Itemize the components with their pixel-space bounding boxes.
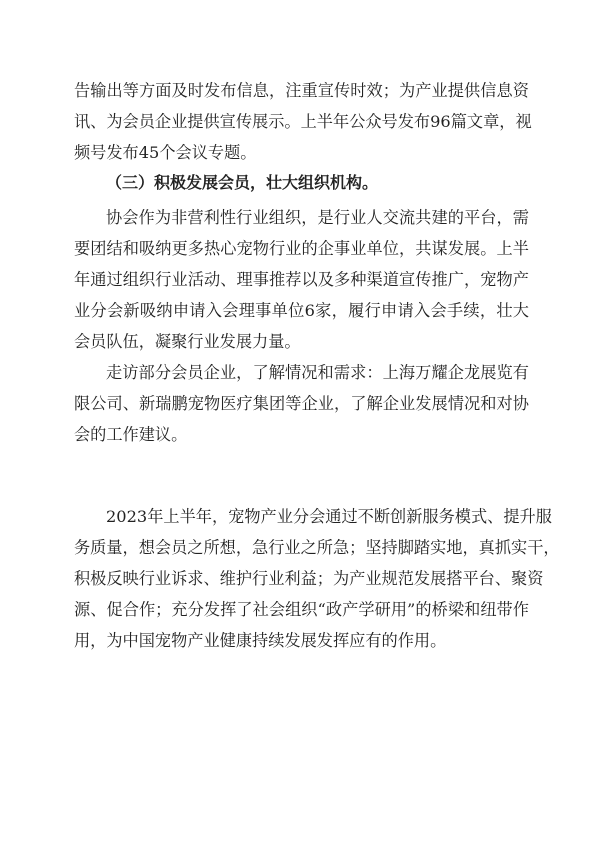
- text-line: 协会作为非营利性行业组织，是行业人交流共建的平台，需: [106, 208, 529, 227]
- text-line: 频号发布45个会议专题。: [74, 143, 257, 162]
- text-line: 告输出等方面及时发布信息，注重宣传时效；为产业提供信息资: [74, 81, 529, 100]
- text-line: 走访部分会员企业，了解情况和需求：上海万耀企龙展览有: [106, 363, 529, 382]
- text-line: 用，为中国宠物产业健康持续发展发挥应有的作用。: [74, 631, 447, 650]
- text-line: 2023年上半年，宠物产业分会通过不断创新服务模式、提升服: [106, 507, 552, 526]
- text-line: 讯、为会员企业提供宣传展示。上半年公众号发布96篇文章，视: [74, 112, 532, 131]
- text-line: 限公司、新瑞鹏宠物医疗集团等企业，了解企业发展情况和对协: [74, 394, 529, 413]
- text-line: 年通过组织行业活动、理事推荐以及多种渠道宣传推广，宠物产: [74, 270, 529, 289]
- text-line: 源、促合作；充分发挥了社会组织“政产学研用”的桥梁和纽带作: [74, 600, 529, 619]
- text-line: 会员队伍，凝聚行业发展力量。: [74, 332, 301, 351]
- text-line: 会的工作建议。: [74, 425, 188, 444]
- text-line: 业分会新吸纳申请入会理事单位6家，履行申请入会手续，壮大: [74, 301, 529, 320]
- text-line: 要团结和吸纳更多热心宠物行业的企事业单位，共谋发展。上半: [74, 239, 529, 258]
- text-line: 务质量，想会员之所想，急行业之所急；坚持脚踏实地，真抓实干，: [74, 538, 560, 557]
- section-heading: （三）积极发展会员，壮大组织机构。: [106, 173, 379, 192]
- text-line: 积极反映行业诉求、维护行业利益；为产业规范发展搭平台、聚资: [74, 569, 544, 588]
